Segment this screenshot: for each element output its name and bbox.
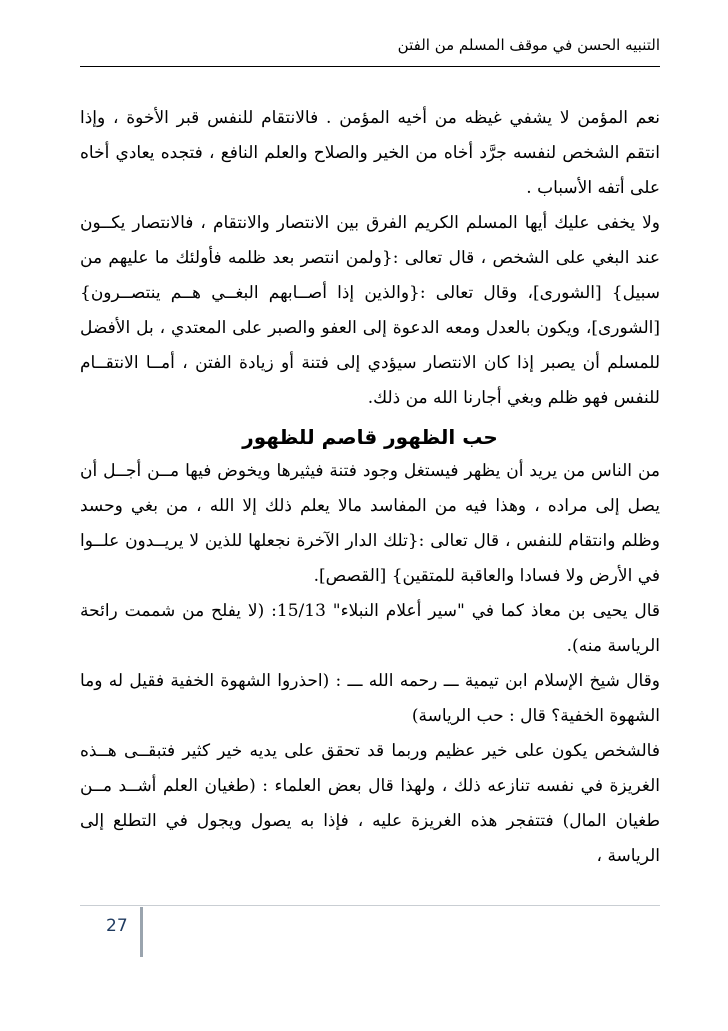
section-heading: حب الظهور قاصم للظهور <box>242 425 498 449</box>
paragraph: نعم المؤمن لا يشفي غيظه من أخيه المؤمن . فالانتقام للنفس قبر الأخوة ، وإذا انتقم الشخص لنفسه جرَّد أخاه من الخير والصلاح والعلم النافع ، فتجده يعادي أخاه على أتفه الأسباب . <box>80 108 660 198</box>
page-number: 27 <box>106 916 128 936</box>
page-number-bar <box>140 907 143 957</box>
paragraph: ولا يخفى عليك أيها المسلم الكريم الفرق بين الانتصار والانتقام ، فالانتصار يكــون عند البغي على الشخص ، قال تعالى :{ولمن انتصر بعد ظلمه فأولئك ما عليهم من سبيل} [الشورى]، وقال تعالى :{والذين إذا أصــابهم البغــي هــم ينتصــرون} [الشورى]، ويكون بالعدل ومعه الدعوة إلى العفو والصبر على المعتدي ، بل الأفضل للمسلم أن يصبر إذا كان الانتصار سيؤدي إلى فتنة أو زيادة الفتن ، أمــا الانتقــام للنفس فهو ظلم وبغي أجارنا الله من ذلك. <box>80 213 660 408</box>
paragraph: وقال شيخ الإسلام ابن تيمية ـــ رحمه الله ـــ : (احذروا الشهوة الخفية فقيل له وما الشهوة الخفية؟ قال : حب الرياسة) <box>80 671 660 726</box>
paragraph: فالشخص يكون على خير عظيم وربما قد تحقق على يديه خير كثير فتبقــى هــذه الغريزة في نفسه تنازعه ذلك ، ولهذا قال بعض العلماء : (طغيان العلم أشــد مــن طغيان المال) فتتفجر هذه الغريزة عليه ، فإذا به يصول ويجول في التطلع إلى الرياسة ، <box>80 741 660 866</box>
paragraph: قال يحيى بن معاذ كما في "سير أعلام النبلاء" 15/13: (لا يفلح من شممت رائحة الرياسة منه). <box>80 601 661 656</box>
paragraph: من الناس من يريد أن يظهر فيستغل وجود فتنة فيثيرها ويخوض فيها مــن أجــل أن يصل إلى مراده ، وهذا فيه من المفاسد مالا يعلم ذلك إلا الله ، من بغي وحسد وظلم وانتقام للنفس ، قال تعالى :{تلك الدار الآخرة نجعلها للذين لا يريــدون علــوا في الأرض ولا فسادا والعاقبة للمتقين} [القصص]. <box>80 461 660 586</box>
footer-divider <box>80 905 660 906</box>
body-text <box>80 101 660 874</box>
header-divider <box>80 66 660 67</box>
running-header: التنبيه الحسن في موقف المسلم من الفتن <box>397 36 660 54</box>
